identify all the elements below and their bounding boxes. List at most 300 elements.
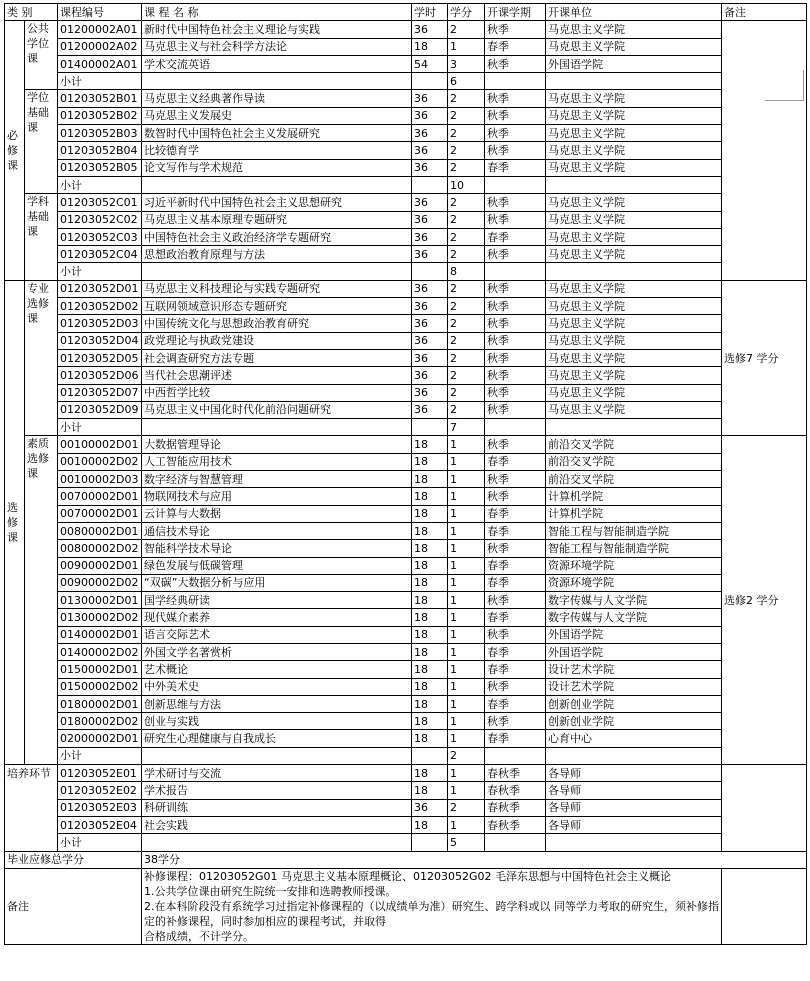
course-name: 绿色发展与低碳管理 — [142, 557, 412, 574]
course-unit: 马克思主义学院 — [546, 38, 722, 55]
course-term: 春季 — [485, 609, 546, 626]
course-code: 01500002D02 — [58, 678, 142, 695]
subtotal-credits: 5 — [448, 834, 485, 851]
course-code: 00800002D02 — [58, 540, 142, 557]
course-hours: 18 — [412, 661, 448, 678]
course-unit: 计算机学院 — [546, 505, 722, 522]
course-term: 秋季 — [485, 332, 546, 349]
subtotal-unit-empty — [546, 834, 722, 851]
course-code: 01203052E02 — [58, 782, 142, 799]
subtotal-row — [5, 747, 807, 764]
course-unit: 前沿交叉学院 — [546, 471, 722, 488]
course-name: 社会调查研究方法专题 — [142, 349, 412, 366]
course-unit: 心育中心 — [546, 730, 722, 747]
course-code: 01203052D07 — [58, 384, 142, 401]
course-row — [5, 298, 807, 315]
course-term: 春季 — [485, 661, 546, 678]
course-code: 01203052B04 — [58, 142, 142, 159]
course-credits: 2 — [448, 194, 485, 211]
course-credits: 1 — [448, 505, 485, 522]
course-row — [5, 384, 807, 401]
course-code: 01203052E01 — [58, 765, 142, 782]
subtotal-unit-empty — [546, 176, 722, 193]
subtotal-hours-empty — [412, 73, 448, 90]
course-unit: 马克思主义学院 — [546, 367, 722, 384]
notes-label: 备注 — [5, 868, 142, 944]
course-name: 中外美术史 — [142, 678, 412, 695]
subtotal-row — [5, 834, 807, 851]
course-name: 社会实践 — [142, 816, 412, 833]
notes-row — [5, 868, 807, 944]
course-unit: 创新创业学院 — [546, 695, 722, 712]
course-name: 思想政治教育原理与方法 — [142, 246, 412, 263]
course-term: 秋季 — [485, 280, 546, 297]
course-name: 马克思主义基本原理专题研究 — [142, 211, 412, 228]
course-credits: 2 — [448, 142, 485, 159]
subcategory-label: 学科基础课 — [25, 194, 58, 280]
group-remark: 选修2 学分 — [722, 436, 807, 765]
course-credits: 1 — [448, 730, 485, 747]
course-credits: 2 — [448, 367, 485, 384]
total-label: 毕业应修总学分 — [5, 851, 142, 868]
course-code: 01203052D04 — [58, 332, 142, 349]
course-unit: 计算机学院 — [546, 488, 722, 505]
course-row — [5, 142, 807, 159]
course-row — [5, 38, 807, 55]
course-row — [5, 471, 807, 488]
course-name: 学术研讨与交流 — [142, 765, 412, 782]
course-unit: 马克思主义学院 — [546, 401, 722, 418]
course-code: 00900002D01 — [58, 557, 142, 574]
subcategory-label: 素质选修课 — [25, 436, 58, 765]
course-unit: 各导师 — [546, 799, 722, 816]
course-code: 01203052C04 — [58, 246, 142, 263]
subtotal-label: 小计 — [58, 834, 142, 851]
course-term: 春秋季 — [485, 765, 546, 782]
course-name: 智能科学技术导论 — [142, 540, 412, 557]
course-code: 02000002D01 — [58, 730, 142, 747]
course-unit: 外国语学院 — [546, 643, 722, 660]
course-unit: 数字传媒与人文学院 — [546, 609, 722, 626]
course-row — [5, 609, 807, 626]
course-row — [5, 574, 807, 591]
course-unit: 马克思主义学院 — [546, 228, 722, 245]
course-name: “双碳”大数据分析与应用 — [142, 574, 412, 591]
course-term: 春季 — [485, 522, 546, 539]
course-code: 00900002D02 — [58, 574, 142, 591]
course-unit: 马克思主义学院 — [546, 159, 722, 176]
course-credits: 2 — [448, 21, 485, 38]
course-credits: 2 — [448, 228, 485, 245]
course-row — [5, 453, 807, 470]
course-credits: 1 — [448, 522, 485, 539]
course-term: 秋季 — [485, 713, 546, 730]
course-term: 春秋季 — [485, 816, 546, 833]
subtotal-name-empty — [142, 747, 412, 764]
subtotal-credits: 2 — [448, 747, 485, 764]
subtotal-hours-empty — [412, 176, 448, 193]
training-remark-empty — [722, 765, 807, 851]
subtotal-name-empty — [142, 176, 412, 193]
course-code: 01203052B02 — [58, 107, 142, 124]
course-row — [5, 678, 807, 695]
course-hours: 18 — [412, 765, 448, 782]
course-term: 秋季 — [485, 298, 546, 315]
course-credits: 1 — [448, 713, 485, 730]
course-name: 习近平新时代中国特色社会主义思想研究 — [142, 194, 412, 211]
header-code: 课程编号 — [58, 4, 142, 21]
course-name: 马克思主义经典著作导读 — [142, 90, 412, 107]
course-code: 00100002D02 — [58, 453, 142, 470]
course-name: 论文写作与学术规范 — [142, 159, 412, 176]
course-hours: 18 — [412, 816, 448, 833]
course-credits: 1 — [448, 540, 485, 557]
subtotal-unit-empty — [546, 263, 722, 280]
course-row — [5, 90, 807, 107]
course-term: 秋季 — [485, 315, 546, 332]
course-credits: 2 — [448, 280, 485, 297]
course-unit: 前沿交叉学院 — [546, 436, 722, 453]
course-hours: 36 — [412, 159, 448, 176]
course-name: 当代社会思潮评述 — [142, 367, 412, 384]
course-code: 01500002D01 — [58, 661, 142, 678]
course-credits: 2 — [448, 799, 485, 816]
subtotal-row — [5, 263, 807, 280]
subtotal-unit-empty — [546, 747, 722, 764]
course-name: 云计算与大数据 — [142, 505, 412, 522]
course-code: 01300002D02 — [58, 609, 142, 626]
header-hours: 学时 — [412, 4, 448, 21]
course-term: 春秋季 — [485, 799, 546, 816]
subtotal-hours-empty — [412, 263, 448, 280]
course-name: 科研训练 — [142, 799, 412, 816]
course-code: 01203052B05 — [58, 159, 142, 176]
course-row — [5, 315, 807, 332]
course-unit: 马克思主义学院 — [546, 246, 722, 263]
course-term: 秋季 — [485, 194, 546, 211]
course-credits: 2 — [448, 90, 485, 107]
subtotal-term-empty — [485, 834, 546, 851]
notes-remark-empty — [722, 868, 807, 944]
course-term: 秋季 — [485, 211, 546, 228]
course-term: 秋季 — [485, 107, 546, 124]
course-hours: 18 — [412, 436, 448, 453]
course-hours: 18 — [412, 38, 448, 55]
course-hours: 18 — [412, 574, 448, 591]
notes-line2: 1.公共学位课由研究生院统一安排和选聘教师授课。 — [144, 884, 397, 898]
course-hours: 18 — [412, 557, 448, 574]
course-name: 学术交流英语 — [142, 55, 412, 72]
course-code: 01203052E04 — [58, 816, 142, 833]
course-unit: 前沿交叉学院 — [546, 453, 722, 470]
course-term: 春季 — [485, 159, 546, 176]
course-code: 00100002D01 — [58, 436, 142, 453]
course-code: 01203052B03 — [58, 125, 142, 142]
course-unit: 马克思主义学院 — [546, 298, 722, 315]
subtotal-credits: 10 — [448, 176, 485, 193]
course-row — [5, 55, 807, 72]
course-name: 马克思主义与社会科学方法论 — [142, 38, 412, 55]
subtotal-credits: 7 — [448, 419, 485, 436]
course-unit: 各导师 — [546, 816, 722, 833]
required-remark-empty — [722, 21, 807, 280]
course-unit: 数字传媒与人文学院 — [546, 592, 722, 609]
course-unit: 资源环境学院 — [546, 557, 722, 574]
course-hours: 54 — [412, 55, 448, 72]
course-credits: 1 — [448, 557, 485, 574]
course-credits: 2 — [448, 246, 485, 263]
course-row — [5, 280, 807, 297]
course-name: 中国特色社会主义政治经济学专题研究 — [142, 228, 412, 245]
course-name: 语言交际艺术 — [142, 626, 412, 643]
course-unit: 马克思主义学院 — [546, 211, 722, 228]
course-hours: 36 — [412, 384, 448, 401]
course-term: 春季 — [485, 695, 546, 712]
header-row — [5, 4, 807, 21]
course-row — [5, 349, 807, 366]
subtotal-label: 小计 — [58, 176, 142, 193]
course-row — [5, 505, 807, 522]
course-unit: 各导师 — [546, 765, 722, 782]
subtotal-term-empty — [485, 263, 546, 280]
notes-content — [142, 868, 722, 944]
course-code: 01300002D01 — [58, 592, 142, 609]
course-hours: 18 — [412, 730, 448, 747]
subtotal-label: 小计 — [58, 747, 142, 764]
course-row — [5, 765, 807, 782]
course-row — [5, 816, 807, 833]
course-name: 创业与实践 — [142, 713, 412, 730]
subcategory-label: 专业选修课 — [25, 280, 58, 436]
course-hours: 36 — [412, 799, 448, 816]
course-unit: 外国语学院 — [546, 626, 722, 643]
course-term: 春季 — [485, 574, 546, 591]
course-credits: 2 — [448, 332, 485, 349]
category-required: 必修课 — [5, 21, 25, 280]
course-hours: 18 — [412, 453, 448, 470]
subtotal-row — [5, 419, 807, 436]
course-name: 数智时代中国特色社会主义发展研究 — [142, 125, 412, 142]
course-hours: 36 — [412, 125, 448, 142]
course-code: 01200002A01 — [58, 21, 142, 38]
subtotal-unit-empty — [546, 419, 722, 436]
course-code: 01200002A02 — [58, 38, 142, 55]
subtotal-name-empty — [142, 834, 412, 851]
subtotal-term-empty — [485, 747, 546, 764]
course-name: 人工智能应用技术 — [142, 453, 412, 470]
course-name: 马克思主义发展史 — [142, 107, 412, 124]
course-code: 01203052E03 — [58, 799, 142, 816]
course-credits: 2 — [448, 384, 485, 401]
subtotal-name-empty — [142, 73, 412, 90]
subtotal-hours-empty — [412, 834, 448, 851]
course-row — [5, 436, 807, 453]
course-hours: 36 — [412, 228, 448, 245]
course-hours: 18 — [412, 678, 448, 695]
course-name: 创新思维与方法 — [142, 695, 412, 712]
subcategory-label: 公共学位课 — [25, 21, 58, 90]
course-term: 秋季 — [485, 436, 546, 453]
course-unit: 马克思主义学院 — [546, 280, 722, 297]
course-name: 政党理论与执政党建设 — [142, 332, 412, 349]
subtotal-hours-empty — [412, 419, 448, 436]
course-credits: 2 — [448, 125, 485, 142]
course-unit: 马克思主义学院 — [546, 349, 722, 366]
course-row — [5, 626, 807, 643]
course-unit: 马克思主义学院 — [546, 142, 722, 159]
course-hours: 36 — [412, 332, 448, 349]
course-name: 现代媒介素养 — [142, 609, 412, 626]
course-code: 01203052D02 — [58, 298, 142, 315]
course-name: 中西哲学比较 — [142, 384, 412, 401]
course-hours: 18 — [412, 695, 448, 712]
course-credits: 3 — [448, 55, 485, 72]
notes-line3: 2.在本科阶段没有系统学习过指定补修课程的（以成绩单为准）研究生、跨学科或以 同等学力考取的研究生，须补修指定的补修课程，同时参加相应的课程考试，并取得 — [144, 899, 719, 928]
course-term: 春季 — [485, 228, 546, 245]
course-credits: 1 — [448, 765, 485, 782]
subtotal-row — [5, 176, 807, 193]
course-code: 01203052C01 — [58, 194, 142, 211]
course-term: 秋季 — [485, 125, 546, 142]
course-hours: 36 — [412, 349, 448, 366]
course-credits: 2 — [448, 298, 485, 315]
course-row — [5, 592, 807, 609]
course-name: 国学经典研读 — [142, 592, 412, 609]
course-hours: 36 — [412, 367, 448, 384]
course-credits: 2 — [448, 211, 485, 228]
subtotal-term-empty — [485, 419, 546, 436]
course-code: 00700002D01 — [58, 488, 142, 505]
course-row — [5, 211, 807, 228]
total-row — [5, 851, 807, 868]
course-row — [5, 228, 807, 245]
course-credits: 1 — [448, 609, 485, 626]
course-hours: 18 — [412, 505, 448, 522]
course-row — [5, 661, 807, 678]
course-name: 艺术概论 — [142, 661, 412, 678]
course-hours: 36 — [412, 142, 448, 159]
course-credits: 2 — [448, 107, 485, 124]
course-term: 秋季 — [485, 626, 546, 643]
course-hours: 36 — [412, 280, 448, 297]
course-credits: 2 — [448, 315, 485, 332]
course-hours: 36 — [412, 246, 448, 263]
course-code: 00100002D03 — [58, 471, 142, 488]
course-credits: 1 — [448, 488, 485, 505]
course-row — [5, 21, 807, 38]
course-term: 秋季 — [485, 367, 546, 384]
course-unit: 智能工程与智能制造学院 — [546, 540, 722, 557]
subtotal-label: 小计 — [58, 419, 142, 436]
course-hours: 18 — [412, 626, 448, 643]
course-row — [5, 246, 807, 263]
course-name: 新时代中国特色社会主义理论与实践 — [142, 21, 412, 38]
course-credits: 2 — [448, 159, 485, 176]
course-unit: 马克思主义学院 — [546, 194, 722, 211]
course-hours: 18 — [412, 713, 448, 730]
course-code: 01203052D01 — [58, 280, 142, 297]
course-credits: 2 — [448, 401, 485, 418]
course-term: 秋季 — [485, 142, 546, 159]
total-value: 38学分 — [142, 851, 807, 868]
course-credits: 1 — [448, 661, 485, 678]
course-code: 00700002D01 — [58, 505, 142, 522]
course-unit: 各导师 — [546, 782, 722, 799]
course-term: 春季 — [485, 38, 546, 55]
header-category: 类 别 — [5, 4, 58, 21]
course-name: 外国文学名著赏析 — [142, 643, 412, 660]
course-hours: 36 — [412, 107, 448, 124]
subtotal-name-empty — [142, 263, 412, 280]
course-code: 01203052D09 — [58, 401, 142, 418]
course-hours: 36 — [412, 21, 448, 38]
course-hours: 18 — [412, 609, 448, 626]
course-hours: 18 — [412, 782, 448, 799]
course-row — [5, 643, 807, 660]
course-term: 秋季 — [485, 401, 546, 418]
subtotal-credits: 8 — [448, 263, 485, 280]
course-row — [5, 332, 807, 349]
header-remark: 备注 — [722, 4, 807, 21]
course-term: 秋季 — [485, 55, 546, 72]
course-term: 秋季 — [485, 384, 546, 401]
course-term: 秋季 — [485, 246, 546, 263]
course-term: 秋季 — [485, 678, 546, 695]
course-hours: 36 — [412, 90, 448, 107]
course-row — [5, 799, 807, 816]
course-name: 物联网技术与应用 — [142, 488, 412, 505]
group-remark: 选修7 学分 — [722, 280, 807, 436]
course-unit: 马克思主义学院 — [546, 21, 722, 38]
course-hours: 18 — [412, 592, 448, 609]
header-unit: 开课单位 — [546, 4, 722, 21]
course-code: 01203052B01 — [58, 90, 142, 107]
course-row — [5, 367, 807, 384]
course-name: 互联网领域意识形态专题研究 — [142, 298, 412, 315]
subcategory-label: 学位基础课 — [25, 90, 58, 194]
course-unit: 马克思主义学院 — [546, 384, 722, 401]
course-term: 春季 — [485, 730, 546, 747]
notes-line4: 合格成绩，不计学分。 — [144, 929, 254, 943]
course-credits: 2 — [448, 349, 485, 366]
course-unit: 马克思主义学院 — [546, 332, 722, 349]
subtotal-unit-empty — [546, 73, 722, 90]
course-name: 马克思主义中国化时代化前沿问题研究 — [142, 401, 412, 418]
course-unit: 马克思主义学院 — [546, 125, 722, 142]
course-name: 大数据管理导论 — [142, 436, 412, 453]
course-hours: 36 — [412, 401, 448, 418]
course-name: 通信技术导论 — [142, 522, 412, 539]
course-row — [5, 159, 807, 176]
course-code: 01203052D06 — [58, 367, 142, 384]
course-credits: 1 — [448, 38, 485, 55]
course-code: 00800002D01 — [58, 522, 142, 539]
course-credits: 1 — [448, 436, 485, 453]
course-code: 01203052C03 — [58, 228, 142, 245]
course-unit: 创新创业学院 — [546, 713, 722, 730]
course-term: 春秋季 — [485, 782, 546, 799]
header-name: 课 程 名 称 — [142, 4, 412, 21]
course-credits: 1 — [448, 453, 485, 470]
subtotal-name-empty — [142, 419, 412, 436]
course-row — [5, 194, 807, 211]
course-credits: 1 — [448, 626, 485, 643]
course-name: 中国传统文化与思想政治教育研究 — [142, 315, 412, 332]
subtotal-hours-empty — [412, 747, 448, 764]
course-name: 比较德育学 — [142, 142, 412, 159]
course-hours: 18 — [412, 540, 448, 557]
course-code: 01400002D01 — [58, 626, 142, 643]
